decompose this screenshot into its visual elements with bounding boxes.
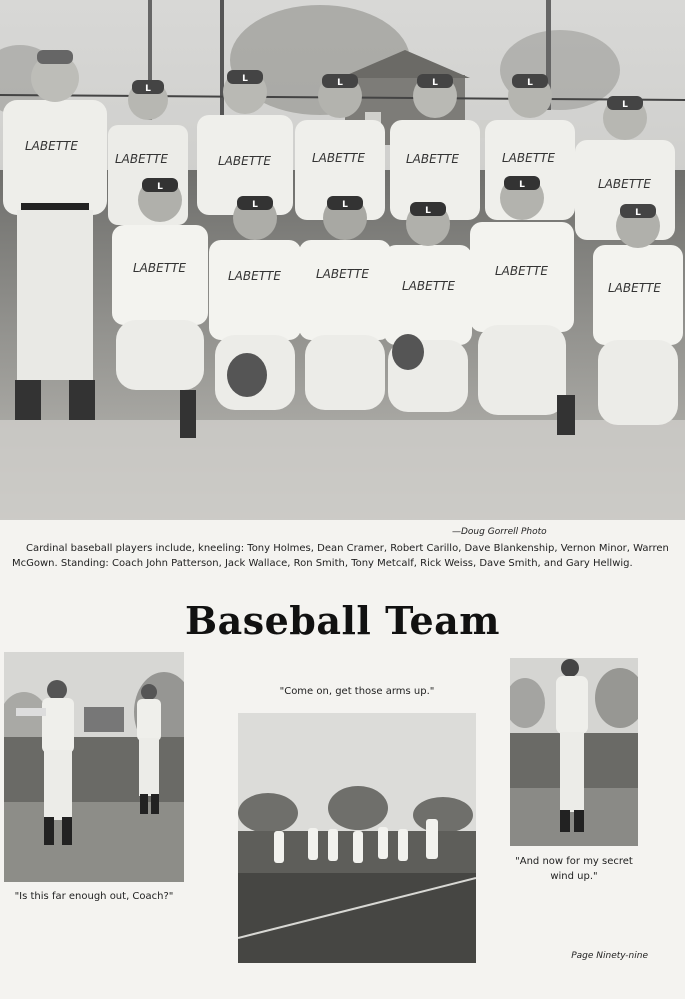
page-number: Page Ninety-nine	[571, 951, 648, 961]
photo-pitcher-and-coach	[4, 652, 184, 882]
photo-credit: —Doug Gorrell Photo	[452, 527, 547, 537]
cap-letter: L	[519, 180, 525, 190]
cap-letter: L	[432, 78, 438, 88]
cap-letter: L	[342, 200, 348, 210]
jersey-text: LABETTE	[402, 279, 455, 293]
jersey-text: LABETTE	[228, 269, 281, 283]
jersey-text: LABETTE	[406, 152, 459, 166]
cap-letter: L	[242, 74, 248, 84]
jersey-text: LABETTE	[316, 267, 369, 281]
jersey-text: LABETTE	[598, 177, 651, 191]
cap-letter: L	[252, 200, 258, 210]
jersey-text: LABETTE	[133, 261, 186, 275]
page-title: Baseball Team	[184, 598, 501, 643]
middle-photo-caption: "Come on, get those arms up."	[279, 686, 435, 697]
right-photo-caption: "And now for my secret wind up."	[515, 856, 633, 882]
jersey-text: LABETTE	[312, 151, 365, 165]
jersey-text: LABETTE	[495, 264, 548, 278]
cap-letter: L	[622, 100, 628, 110]
jersey-text: LABETTE	[608, 281, 661, 295]
cap-letter: L	[145, 84, 151, 94]
left-photo-caption: "Is this far enough out, Coach?"	[14, 891, 174, 902]
cap-letter: L	[337, 78, 343, 88]
jersey-text: LABETTE	[25, 139, 78, 153]
cap-letter: L	[157, 182, 163, 192]
jersey-text: LABETTE	[218, 154, 271, 168]
team-photo-caption: Cardinal baseball players include, kneeling: Tony Holmes, Dean Cramer, Robert Carillo, Dave Blankenship, Vernon Minor, Warren McGown. Standing: Coach John Patterson, Jack Wallace, Ron Smith, Tony Metcalf, Rick Weiss, Dave Smith, and Gary Hellwig.	[12, 543, 669, 569]
photo-pitcher-windup	[510, 658, 638, 846]
cap-letter: L	[527, 78, 533, 88]
photo-team-practice	[238, 713, 476, 963]
jersey-text: LABETTE	[115, 152, 168, 166]
cap-letter: L	[635, 208, 641, 218]
jersey-text: LABETTE	[502, 151, 555, 165]
cap-letter: L	[425, 206, 431, 216]
